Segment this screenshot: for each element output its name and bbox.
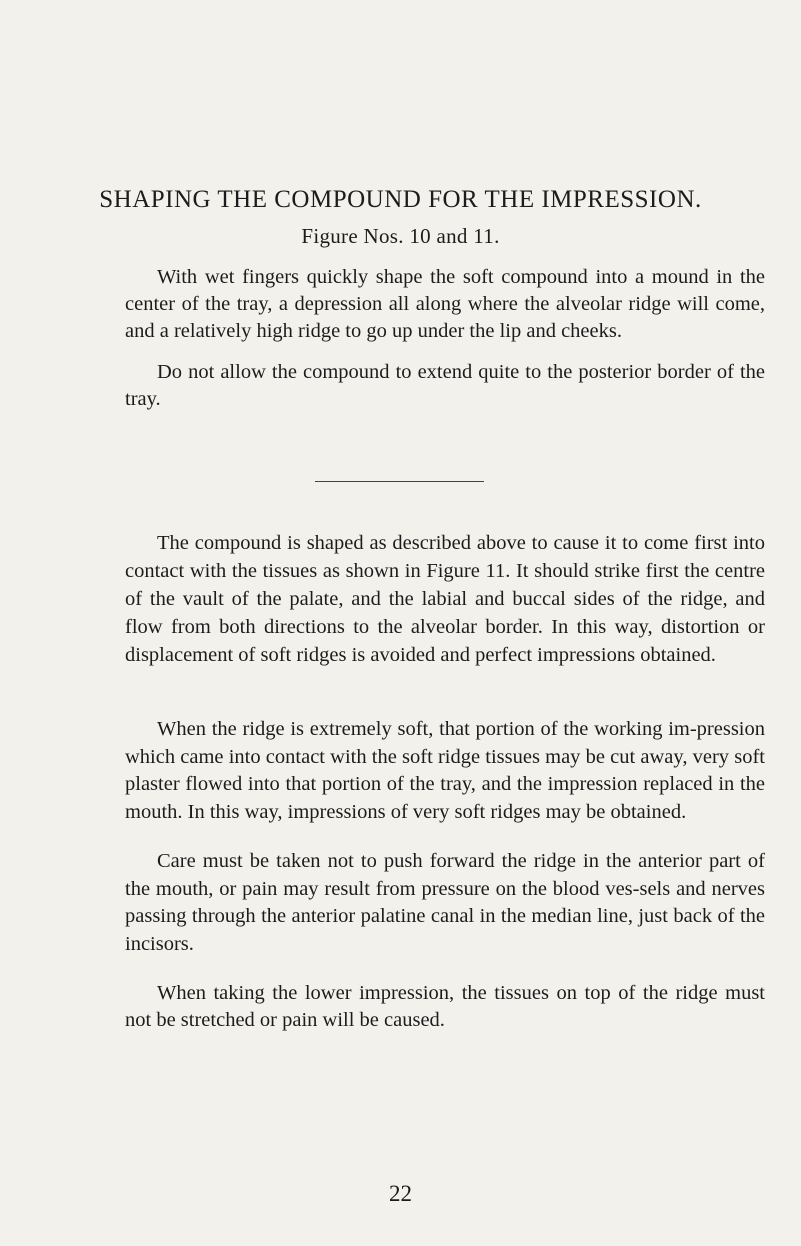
- paragraph-3: The compound is shaped as described above to cause it to come first into contact with the tissues as shown in Figure 11. It should strike first the centre of the vault of the palate, and the labial and buccal sides of the ridge, and flow from both directions to the alveolar border. In this way, distortion or displacement of soft ridges is avoided and perfect impressions obtained.: [125, 532, 765, 666]
- paragraph-1: With wet fingers quickly shape the soft compound into a mound in the center of the tray, a depression all along where the alveolar ridge will come, and a relatively high ridge to go up under the lip and cheeks.: [125, 266, 765, 342]
- page-title: SHAPING THE COMPOUND FOR THE IMPRESSION.: [99, 186, 702, 213]
- figure-reference: Figure Nos. 10 and 11.: [301, 224, 500, 248]
- paragraph-4: When the ridge is extremely soft, that portion of the working im-pression which came into contact with the soft ridge tissues may be cut away, very soft plaster flowed into that portion of the tray, and the impression replaced in the mouth. In this way, impressions of very soft ridges may be obtained.: [125, 718, 765, 823]
- paragraph-6: When taking the lower impression, the tissues on top of the ridge must not be stretched or pain will be caused.: [125, 982, 765, 1031]
- page-number: 22: [389, 1181, 412, 1206]
- paragraph-2: Do not allow the compound to extend quite to the posterior border of the tray.: [125, 361, 765, 410]
- section-divider: [315, 481, 484, 482]
- paragraph-5: Care must be taken not to push forward the ridge in the anterior part of the mouth, or pain may result from pressure on the blood ves-sels and nerves passing through the anterior palatine canal in the median line, just back of the incisors.: [125, 850, 765, 955]
